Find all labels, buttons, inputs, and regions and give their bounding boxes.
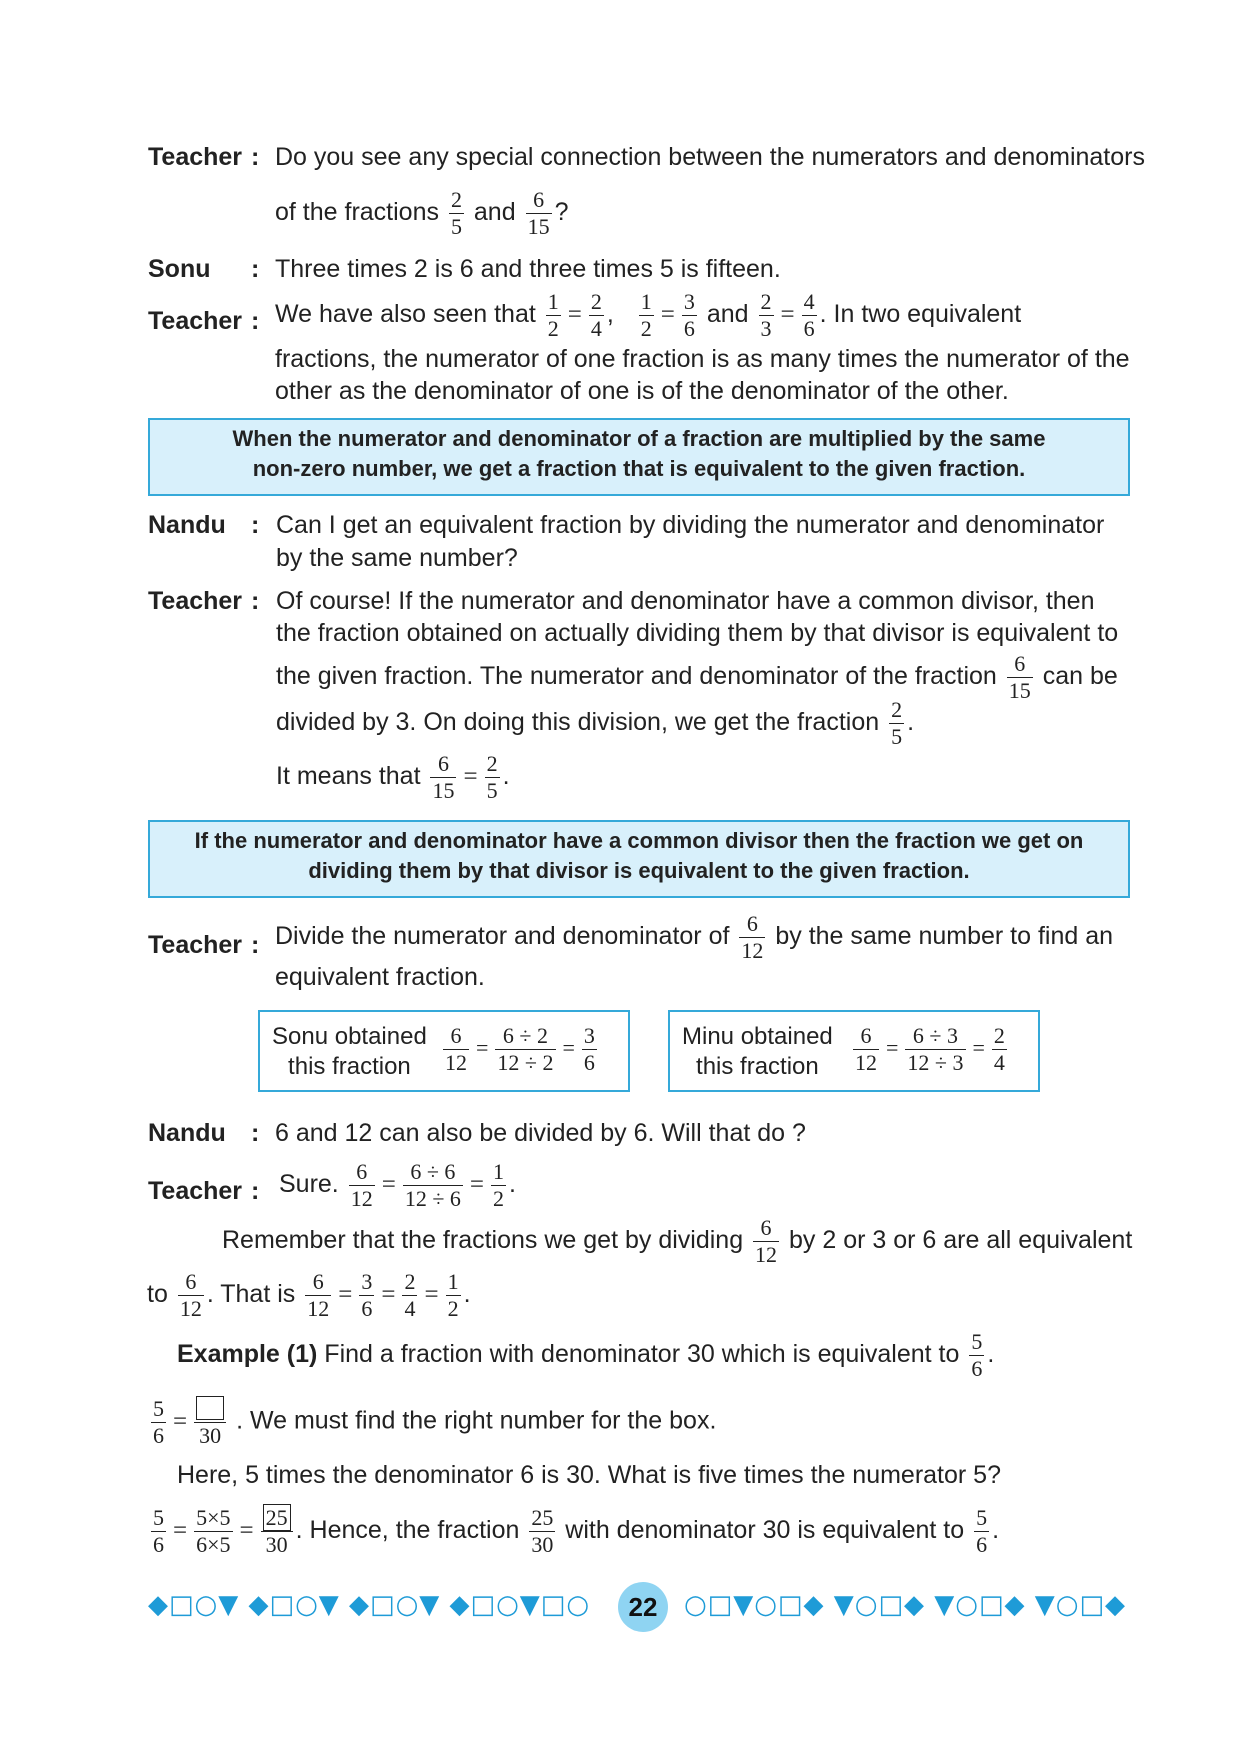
colon: : bbox=[251, 1119, 260, 1147]
example-line: $\frac{5}{6}$ = 30 . We must find the right number for the box. bbox=[153, 1395, 717, 1448]
speaker-nandu: Nandu bbox=[148, 1119, 226, 1147]
speaker-teacher: Teacher bbox=[148, 143, 243, 171]
speaker-teacher: Teacher bbox=[148, 931, 243, 959]
fraction: $\frac{6}{12}$ bbox=[755, 1215, 778, 1267]
paragraph-line: to $\frac{6}{12}$ . That is $\frac{6}{12}$ = $\frac{3}{6}$ = $\frac{2}{4}$ = $\frac{1}{2}$ . bbox=[147, 1269, 471, 1321]
fraction: $\frac{2}{5}$ bbox=[891, 697, 903, 749]
example-line: $\frac{5}{6}$ = $\frac{5\times 5}{6\times 5}$ = $\frac{25}{30}$ . Hence, the fraction $\frac{25}{30}$ with denominator 30 is equivalent to $\frac{5}{6}$ . bbox=[153, 1505, 1000, 1557]
minu-result-box bbox=[668, 1010, 1040, 1092]
footer-decoration-right: ○□▼○□◆ ▼○□◆ ▼○□◆ ▼○□◆ bbox=[684, 1590, 1127, 1620]
fraction: $\frac{25}{30}$ bbox=[531, 1505, 554, 1557]
box-label: Sonu obtained this fraction bbox=[272, 1023, 427, 1080]
fraction: $\frac{6 \div 2}{12 \div 2}$ bbox=[497, 1023, 554, 1075]
paragraph-line: of the fractions $\frac{2}{5}$ and $\frac{6}{15}$ ? bbox=[275, 187, 569, 239]
fraction: $\frac{1}{2}$ bbox=[447, 1269, 459, 1321]
fraction: $\frac{6}{15}$ bbox=[1008, 651, 1031, 703]
fraction: $\frac{5}{6}$ bbox=[971, 1329, 983, 1381]
footer-decoration-left: ◆□○▼ ◆□○▼ ◆□○▼ ◆□○▼□○ bbox=[148, 1590, 591, 1620]
paragraph-line: the fraction obtained on actually dividing them by that divisor is equivalent to bbox=[276, 619, 1119, 647]
paragraph-line: Remember that the fractions we get by dividing $\frac{6}{12}$ by 2 or 3 or 6 are all equivalent bbox=[222, 1215, 1133, 1267]
fraction: $\frac{5\times 5}{6\times 5}$ bbox=[196, 1505, 231, 1557]
fraction: $\frac{6}{12}$ bbox=[855, 1023, 877, 1075]
fraction: $\frac{6}{12}$ bbox=[741, 911, 764, 963]
fraction: $\frac{5}{6}$ bbox=[153, 1395, 164, 1448]
fraction: $\frac{2}{5}$ bbox=[450, 187, 462, 239]
fraction: $\frac{2}{4}$ bbox=[404, 1269, 416, 1321]
colon: : bbox=[251, 931, 260, 959]
speaker-nandu: Nandu bbox=[148, 511, 226, 539]
fraction: $\frac{6}{12}$ bbox=[179, 1269, 202, 1321]
fraction: $\frac{2}{3}$ bbox=[760, 289, 772, 341]
fraction: $\frac{3}{6}$ bbox=[361, 1269, 373, 1321]
paragraph-line: Sure. $\frac{6}{12}$ = $\frac{6 \div 6}{12 \div 6}$ = $\frac{1}{2}$ . bbox=[279, 1159, 516, 1211]
fraction: $\frac{4}{6}$ bbox=[803, 289, 815, 341]
rule-box: If the numerator and denominator have a common divisor then the fraction we get on dividing them by that divisor is equivalent to the given fraction. bbox=[148, 820, 1130, 898]
paragraph-line: We have also seen that $\frac{1}{2}$ = $\frac{2}{4}$ , $\frac{1}{2}$ = $\frac{3}{6}$ and $\frac{2}{3}$ = $\frac{4}{6}$ . In two equivalent bbox=[275, 289, 1022, 341]
fraction: $\frac{3}{6}$ bbox=[683, 289, 695, 341]
speaker-teacher: Teacher bbox=[148, 1177, 243, 1205]
paragraph-line: by the same number? bbox=[276, 544, 518, 572]
fraction-with-blank: 30 bbox=[194, 1396, 226, 1448]
fraction: $\frac{6 \div 3}{12 \div 3}$ bbox=[907, 1023, 964, 1075]
speaker-teacher: Teacher bbox=[148, 307, 243, 335]
example-line: Here, 5 times the denominator 6 is 30. What is five times the numerator 5? bbox=[177, 1461, 1001, 1489]
fraction: $\frac{2}{4}$ bbox=[993, 1023, 1005, 1075]
box-label: Minu obtained this fraction bbox=[682, 1023, 833, 1080]
page-number: 22 bbox=[618, 1582, 668, 1632]
paragraph-line: equivalent fraction. bbox=[275, 963, 485, 991]
paragraph-line: 6 and 12 can also be divided by 6. Will that do ? bbox=[275, 1119, 806, 1147]
paragraph-line: Can I get an equivalent fraction by dividing the numerator and denominator bbox=[276, 511, 1105, 539]
paragraph-line: Of course! If the numerator and denominator have a common divisor, then bbox=[276, 587, 1095, 615]
fraction: $\frac{6 \div 6}{12 \div 6}$ bbox=[404, 1159, 461, 1211]
fraction: $\frac{6}{15}$ bbox=[432, 751, 455, 803]
fraction: $\frac{1}{2}$ bbox=[493, 1159, 505, 1211]
fraction: $\frac{6}{12}$ bbox=[307, 1269, 330, 1321]
speaker-sonu: Sonu bbox=[148, 255, 211, 283]
fraction: $\frac{2}{4}$ bbox=[590, 289, 602, 341]
colon: : bbox=[251, 255, 260, 283]
paragraph-line: other as the denominator of one is of the denominator of the other. bbox=[275, 377, 1009, 405]
fraction: $\frac{2}{5}$ bbox=[486, 751, 498, 803]
paragraph-line: the given fraction. The numerator and denominator of the fraction $\frac{6}{15}$ can be bbox=[276, 651, 1118, 703]
answer-blank-box bbox=[196, 1396, 224, 1420]
fraction: $\frac{5}{6}$ bbox=[976, 1505, 988, 1557]
fraction: $\frac{6}{12}$ bbox=[350, 1159, 373, 1211]
paragraph-line: It means that $\frac{6}{15}$ = $\frac{2}{5}$ . bbox=[276, 751, 510, 803]
paragraph-line: divided by 3. On doing this division, we get the fraction $\frac{2}{5}$ . bbox=[276, 697, 915, 749]
fraction: $\frac{3}{6}$ bbox=[583, 1023, 595, 1075]
fraction: $\frac{1}{2}$ bbox=[640, 289, 652, 341]
fraction: $\frac{6}{12}$ bbox=[445, 1023, 467, 1075]
paragraph-line: Three times 2 is 6 and three times 5 is fifteen. bbox=[275, 255, 781, 283]
fraction: $\frac{5}{6}$ bbox=[153, 1505, 164, 1557]
fraction: $\frac{6}{15}$ bbox=[527, 187, 550, 239]
rule-box: When the numerator and denominator of a fraction are multiplied by the same non-zero number, we get a fraction that is equivalent to the given fraction. bbox=[148, 418, 1130, 496]
example-line: Example (1) Find a fraction with denominator 30 which is equivalent to $\frac{5}{6}$ . bbox=[177, 1329, 995, 1381]
colon: : bbox=[251, 511, 260, 539]
fraction: $\frac{1}{2}$ bbox=[547, 289, 559, 341]
paragraph-line: Do you see any special connection between the numerators and denominators bbox=[275, 143, 1145, 171]
paragraph-line: fractions, the numerator of one fraction is as many times the numerator of the bbox=[275, 345, 1130, 373]
colon: : bbox=[251, 1177, 260, 1205]
colon: : bbox=[251, 307, 260, 335]
box-equation: $\frac{6}{12}$ = $\frac{6 \div 3}{12 \div 3}$ = $\frac{2}{4}$ bbox=[855, 1023, 1005, 1075]
sonu-result-box bbox=[258, 1010, 630, 1092]
example-label: Example (1) bbox=[177, 1340, 318, 1369]
speaker-teacher: Teacher bbox=[148, 587, 243, 615]
colon: : bbox=[251, 587, 260, 615]
fraction: $\frac{25}{30}$ bbox=[261, 1506, 293, 1557]
colon: : bbox=[251, 143, 260, 171]
paragraph-line: Divide the numerator and denominator of $\frac{6}{12}$ by the same number to find an bbox=[275, 911, 1114, 963]
box-equation: $\frac{6}{12}$ = $\frac{6 \div 2}{12 \div 2}$ = $\frac{3}{6}$ bbox=[445, 1023, 595, 1075]
